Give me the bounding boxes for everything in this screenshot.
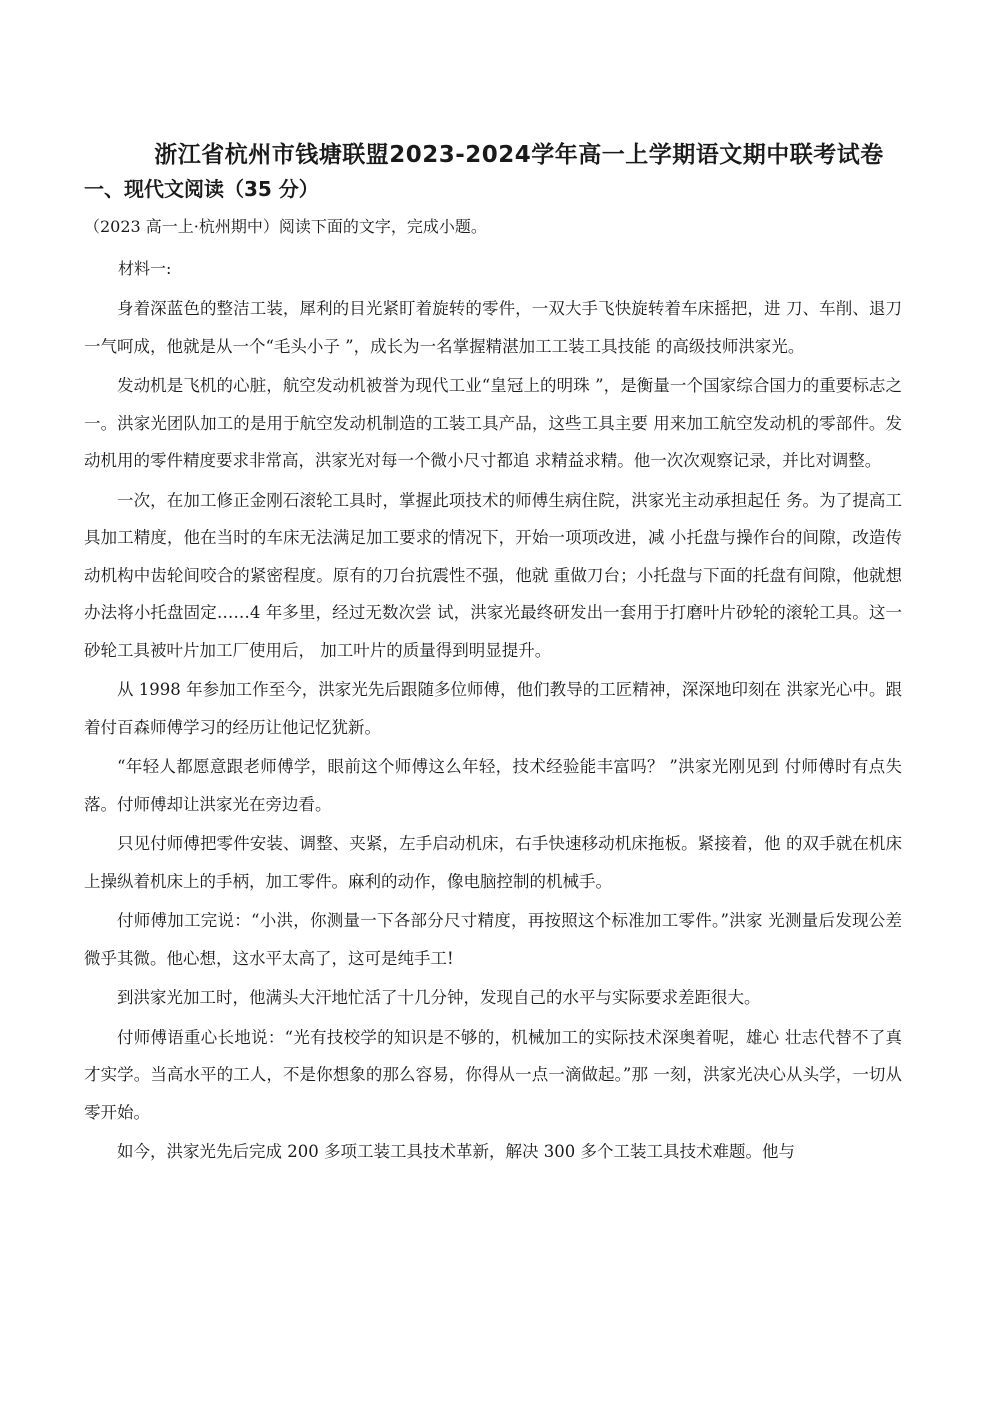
paragraph: 付师傅加工完说：“小洪，你测量一下各部分尺寸精度，再按照这个标准加工零件。”洪家 光测量后发现公差微乎其微。他心想，这水平太高了，这可是纯手工! bbox=[84, 911, 902, 968]
intro-text: （2023 高一上·杭州期中）阅读下面的文字，完成小题。 bbox=[84, 217, 487, 236]
paragraph: 发动机是飞机的心脏，航空发动机被誉为现代工业“皇冠上的明珠 ”，是衡量一个国家综合国力的重要标志之一。洪家光团队加工的是用于航空发动机制造的工装工具产品，这些工具主要 用来加工航空发动机的零部件。发动机用的零件精度要求非常高，洪家光对每一个微小尺寸都追 求精益求精。他一次次观察记录，并比对调整。 bbox=[84, 376, 902, 470]
section-heading: 一、现代文阅读（35 分） bbox=[84, 177, 319, 201]
paragraph: 从 1998 年参加工作至今，洪家光先后跟随多位师傅，他们教导的工匠精神，深深地印刻在 洪家光心中。跟着付百森师傅学习的经历让他记忆犹新。 bbox=[84, 680, 902, 737]
paragraph: 到洪家光加工时，他满头大汗地忙活了十几分钟，发现自己的水平与实际要求差距很大。 bbox=[117, 988, 761, 1007]
paragraph: 只见付师傅把零件安装、调整、夹紧，左手启动机床，右手快速移动机床拖板。紧接着，他 的双手就在机床上操纵着机床上的手柄，加工零件。麻利的动作，像电脑控制的机械手。 bbox=[84, 834, 902, 891]
document-title: 浙江省杭州市钱塘联盟2023-2024学年高一上学期语文期中联考试卷 bbox=[154, 142, 884, 168]
paragraph: 一次，在加工修正金刚石滚轮工具时，掌握此项技术的师傅生病住院，洪家光主动承担起任 务。为了提高工具加工精度，他在当时的车床无法满足加工要求的情况下，开始一项项改进，减 小托盘与操作台的间隙，改造传动机构中齿轮间咬合的紧密程度。原有的刀台抗震性不强，他就 重做刀台；小托盘与下面的托盘有间隙，他就想办法将小托盘固定……4 年多里，经过无数次尝 试，洪家光最终研发出一套用于打磨叶片砂轮的滚轮工具。这一砂轮工具被叶片加工厂使用后， 加工叶片的质量得到明显提升。 bbox=[84, 490, 902, 660]
paragraph: “年轻人都愿意跟老师傅学，眼前这个师傅这么年轻，技术经验能丰富吗？ ”洪家光刚见到 付师傅时有点失落。付师傅却让洪家光在旁边看。 bbox=[84, 757, 902, 814]
paragraph: 如今，洪家光先后完成 200 多项工装工具技术革新，解决 300 多个工装工具技术难题。他与 bbox=[117, 1142, 795, 1161]
paragraph: 付师傅语重心长地说：“光有技校学的知识是不够的，机械加工的实际技术深奥着呢，雄心 壮志代替不了真才实学。当高水平的工人，不是你想象的那么容易，你得从一点一滴做起。”那 一刻，洪家光决心从头学，一切从零开始。 bbox=[84, 1027, 902, 1122]
paragraph: 身着深蓝色的整洁工装，犀利的目光紧盯着旋转的零件，一双大手飞快旋转着车床摇把，进 刀、车削、退刀一气呵成，他就是从一个“毛头小子 ”，成长为一名掌握精湛加工工装工具技能 的高级技师洪家光。 bbox=[84, 299, 902, 356]
material-label: 材料一: bbox=[118, 259, 172, 278]
